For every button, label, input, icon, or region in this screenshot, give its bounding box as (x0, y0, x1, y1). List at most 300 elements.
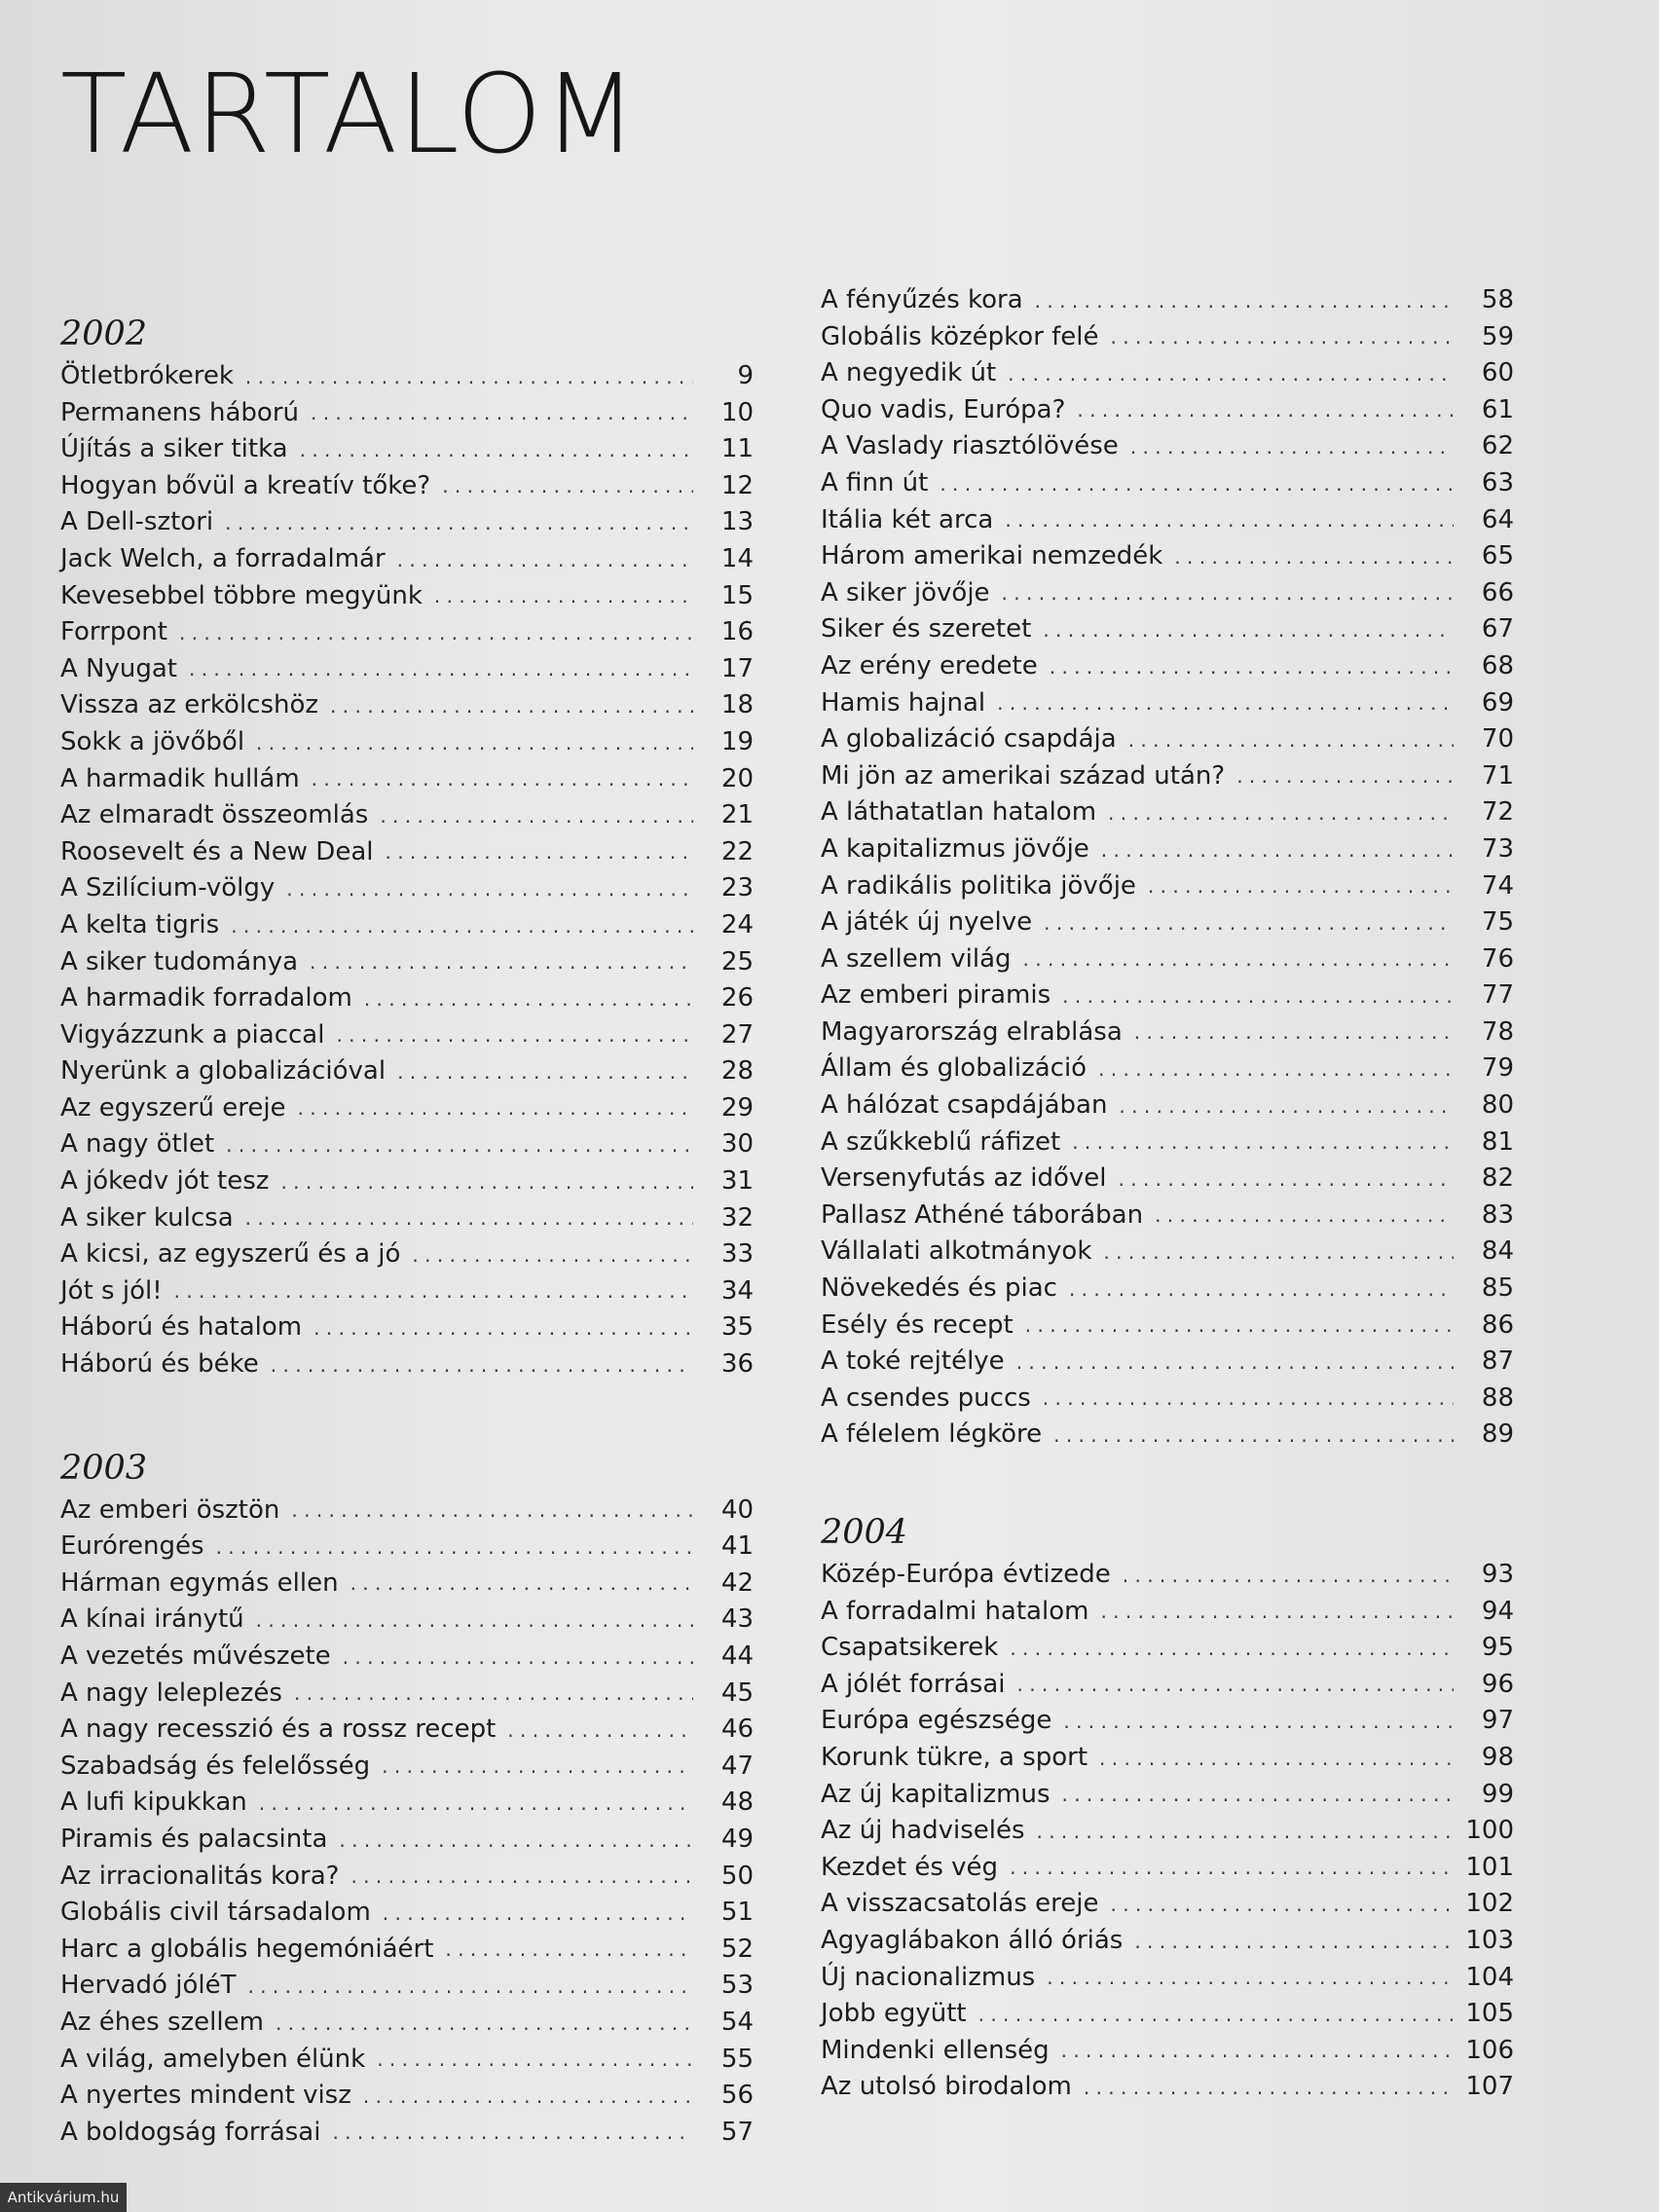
entry-title: A nagy ötlet (60, 1129, 215, 1160)
dot-leader (350, 1568, 693, 1598)
entry-page-number: 106 (1465, 2035, 1514, 2065)
entry-title: Vállalati alkotmányok (821, 1236, 1092, 1267)
dot-leader (1130, 432, 1454, 461)
entry-title: Korunk tükre, a sport (821, 1742, 1088, 1772)
entry-title: Hogyan bővül a kreatív tőke? (60, 470, 431, 500)
entry-page-number: 27 (720, 1019, 754, 1050)
dot-leader (1043, 1383, 1454, 1413)
entry-title: Pallasz Athéné táborában (821, 1199, 1144, 1230)
entry-page-number: 66 (1481, 577, 1514, 608)
section-year-heading: 2003 (60, 1448, 148, 1488)
entry-page-number: 17 (720, 653, 754, 683)
entry-title: Globális középkor felé (821, 321, 1099, 351)
entry-title: Európa egészsége (821, 1706, 1052, 1736)
dot-leader (397, 1057, 693, 1087)
entry-page-number: 104 (1465, 1962, 1514, 1992)
entry-title: Magyarország elrablása (821, 1016, 1123, 1047)
entry-title: Az új hadviselés (821, 1816, 1025, 1846)
entry-page-number: 77 (1481, 980, 1514, 1011)
toc-entry (60, 1895, 754, 1932)
entry-page-number: 13 (720, 507, 754, 537)
toc-entry (60, 1273, 754, 1310)
toc-entry (60, 870, 754, 907)
dot-leader (1050, 652, 1454, 682)
entry-title: Kezdet és vég (821, 1852, 999, 1882)
entry-title: A világ, amelyben élünk (60, 2044, 366, 2074)
entry-title: Hamis hajnal (821, 687, 986, 718)
dot-leader (1128, 725, 1454, 755)
entry-title: Globális civil társadalom (60, 1898, 371, 1928)
dot-leader (997, 688, 1454, 718)
toc-entry-list (60, 1493, 754, 2152)
entry-page-number: 100 (1465, 1816, 1514, 1846)
toc-entry (60, 1529, 754, 1566)
toc-column-right (821, 282, 1514, 2106)
entry-title: Jót s jól! (60, 1275, 163, 1306)
toc-entry (821, 575, 1514, 612)
toc-entry (821, 685, 1514, 722)
dot-leader (350, 1862, 693, 1891)
dot-leader (189, 654, 693, 683)
entry-page-number: 88 (1481, 1382, 1514, 1413)
entry-title: A kínai iránytű (60, 1604, 244, 1635)
entry-page-number: 26 (720, 983, 754, 1014)
toc-entry (60, 468, 754, 505)
toc-entry (60, 797, 754, 834)
dot-leader (507, 1715, 693, 1745)
dot-leader (343, 1642, 693, 1672)
dot-leader (380, 801, 693, 830)
dot-leader (940, 469, 1454, 498)
entry-title: A jólét forrásai (821, 1669, 1006, 1699)
entry-title: Közép-Európa évtizede (821, 1560, 1111, 1589)
entry-title: Nyerünk a globalizációval (60, 1056, 387, 1087)
entry-page-number: 56 (720, 2081, 754, 2111)
dot-leader (363, 2082, 693, 2111)
entry-title: A szellem világ (821, 943, 1012, 974)
toc-entry (821, 904, 1514, 941)
entry-page-number: 74 (1481, 870, 1514, 901)
toc-entry (60, 395, 754, 432)
entry-title: A nagy leleplezés (60, 1677, 282, 1708)
dot-leader (1098, 1054, 1454, 1084)
section-year-heading: 2004 (821, 1513, 908, 1552)
toc-entry (60, 834, 754, 871)
toc-entry (821, 977, 1514, 1014)
entry-page-number: 61 (1481, 394, 1514, 424)
entry-page-number: 51 (720, 1898, 754, 1928)
entry-title: Forrpont (60, 617, 167, 647)
dot-leader (216, 1532, 693, 1562)
toc-entry (821, 1271, 1514, 1308)
toc-entry (821, 1557, 1514, 1594)
entry-page-number: 41 (720, 1531, 754, 1562)
toc-entry (821, 1630, 1514, 1667)
toc-entry (821, 502, 1514, 539)
toc-entry (60, 724, 754, 761)
entry-title: Versenyfutás az idővel (821, 1163, 1107, 1194)
entry-title: Jobb együtt (821, 1999, 967, 2029)
dot-leader (294, 1678, 693, 1708)
toc-entry (821, 282, 1514, 319)
toc-entry (60, 2115, 754, 2152)
dot-leader (1119, 1091, 1454, 1121)
entry-title: A láthatatlan hatalom (821, 797, 1097, 828)
entry-page-number: 75 (1481, 907, 1514, 938)
toc-entry (821, 1886, 1514, 1923)
entry-page-number: 22 (720, 836, 754, 866)
entry-page-number: 85 (1481, 1273, 1514, 1304)
toc-entry (60, 614, 754, 651)
entry-page-number: 50 (720, 1861, 754, 1891)
toc-entry (821, 1740, 1514, 1777)
dot-leader (339, 1825, 693, 1855)
entry-page-number: 103 (1465, 1925, 1514, 1955)
entry-title: A nyertes mindent visz (60, 2081, 351, 2111)
toc-entry (60, 1676, 754, 1713)
toc-entry (60, 1602, 754, 1639)
dot-leader (1236, 761, 1454, 791)
dot-leader (1005, 505, 1454, 535)
toc-entry (821, 611, 1514, 648)
entry-page-number: 98 (1481, 1742, 1514, 1772)
dot-leader (310, 947, 693, 977)
entry-page-number: 78 (1481, 1016, 1514, 1047)
toc-entry (60, 651, 754, 688)
toc-entry (821, 1667, 1514, 1704)
dot-leader (1119, 1164, 1454, 1194)
entry-title: Piramis és palacsinta (60, 1824, 328, 1854)
dot-leader (280, 1167, 693, 1197)
entry-page-number: 29 (720, 1092, 754, 1123)
dot-leader (286, 874, 693, 903)
toc-entry (60, 980, 754, 1017)
dot-leader (1174, 542, 1454, 571)
dot-leader (1123, 1561, 1454, 1590)
toc-entry (821, 1308, 1514, 1345)
dot-leader (1016, 1670, 1454, 1699)
entry-page-number: 45 (720, 1677, 754, 1708)
toc-entry (821, 465, 1514, 502)
toc-entry (821, 794, 1514, 831)
toc-entry (821, 1777, 1514, 1814)
toc-entry (821, 941, 1514, 978)
entry-page-number: 23 (720, 873, 754, 903)
dot-leader (312, 764, 693, 793)
toc-entry (60, 541, 754, 578)
dot-leader (1061, 2036, 1454, 2065)
dot-leader (978, 2000, 1454, 2029)
entry-page-number: 84 (1481, 1236, 1514, 1267)
toc-entry-list (821, 1557, 1514, 2106)
entry-title: Vigyázzunk a piaccal (60, 1019, 325, 1050)
entry-title: Hárman egymás ellen (60, 1567, 339, 1598)
entry-title: Új nacionalizmus (821, 1962, 1036, 1992)
dot-leader (311, 398, 693, 427)
entry-page-number: 10 (720, 397, 754, 427)
dot-leader (336, 1020, 693, 1050)
section-spacer (821, 1454, 1514, 1508)
entry-title: A siker jövője (821, 577, 990, 608)
toc-entry (821, 1381, 1514, 1418)
dot-leader (1047, 1963, 1454, 1992)
entry-page-number: 46 (720, 1714, 754, 1745)
entry-title: A Dell-sztori (60, 507, 214, 537)
dot-leader (332, 2118, 693, 2147)
toc-entry (821, 428, 1514, 465)
toc-entry (60, 1785, 754, 1822)
toc-entry (821, 1014, 1514, 1051)
entry-title: Az erény eredete (821, 650, 1038, 681)
dot-leader (1037, 1817, 1455, 1846)
entry-page-number: 105 (1465, 1999, 1514, 2029)
entry-page-number: 57 (720, 2117, 754, 2147)
dot-leader (1100, 1597, 1454, 1626)
entry-title: Az elmaradt összeomlás (60, 800, 369, 830)
toc-entry (60, 1346, 754, 1383)
dot-leader (1111, 1890, 1454, 1919)
entry-page-number: 15 (720, 580, 754, 610)
entry-page-number: 49 (720, 1824, 754, 1854)
entry-page-number: 42 (720, 1567, 754, 1598)
toc-section-2004 (821, 1508, 1514, 2106)
toc-entry (60, 687, 754, 724)
dot-leader (382, 1751, 693, 1781)
entry-title: Ötletbrókerek (60, 361, 234, 390)
entry-page-number: 68 (1481, 650, 1514, 681)
entry-page-number: 94 (1481, 1596, 1514, 1626)
entry-page-number: 93 (1481, 1560, 1514, 1589)
toc-entry (60, 2042, 754, 2079)
toc-entry (821, 1088, 1514, 1124)
entry-page-number: 70 (1481, 724, 1514, 755)
entry-title: Az emberi ösztön (60, 1494, 280, 1525)
watermark-label: Antikvárium.hu (0, 2183, 127, 2212)
entry-title: A lufi kipukkan (60, 1788, 247, 1818)
toc-entry (821, 721, 1514, 758)
toc-entry (821, 1813, 1514, 1850)
dot-leader (1063, 1707, 1454, 1736)
dot-leader (383, 1899, 693, 1928)
dot-leader (1010, 1634, 1454, 1663)
toc-entry (60, 1126, 754, 1163)
entry-page-number: 101 (1465, 1852, 1514, 1882)
entry-title: A jókedv jót tesz (60, 1166, 270, 1197)
entry-page-number: 55 (720, 2044, 754, 2074)
toc-entry (821, 2033, 1514, 2070)
dot-leader (1062, 1780, 1455, 1809)
dot-leader (179, 618, 693, 647)
entry-title: A kelta tigris (60, 909, 220, 940)
entry-title: Állam és globalizáció (821, 1053, 1088, 1084)
dot-leader (1111, 322, 1454, 351)
toc-entry (60, 1200, 754, 1237)
toc-entry (821, 868, 1514, 905)
entry-page-number: 12 (720, 470, 754, 500)
toc-entry (821, 1996, 1514, 2033)
toc-entry (821, 1417, 1514, 1454)
entry-title: Az éhes szellem (60, 2007, 264, 2037)
toc-entry (60, 1090, 754, 1127)
dot-leader (247, 1972, 693, 2001)
dot-leader (1002, 578, 1454, 608)
entry-page-number: 62 (1481, 431, 1514, 461)
entry-page-number: 102 (1465, 1889, 1514, 1919)
entry-page-number: 21 (720, 800, 754, 830)
toc-entry (60, 944, 754, 981)
dot-leader (1101, 835, 1454, 865)
entry-page-number: 32 (720, 1202, 754, 1233)
entry-page-number: 20 (720, 763, 754, 793)
dot-leader (1099, 1744, 1454, 1773)
entry-page-number: 65 (1481, 541, 1514, 571)
entry-page-number: 18 (720, 690, 754, 720)
toc-entry (821, 1960, 1514, 1997)
entry-page-number: 11 (720, 434, 754, 464)
entry-title: Kevesebbel többre megyünk (60, 580, 423, 610)
entry-page-number: 80 (1481, 1090, 1514, 1121)
dot-leader (276, 2009, 693, 2038)
entry-page-number: 69 (1481, 687, 1514, 718)
entry-page-number: 54 (720, 2007, 754, 2037)
entry-title: A negyedik út (821, 358, 997, 388)
section-spacer (60, 1383, 754, 1444)
dot-leader (1148, 871, 1454, 901)
toc-entry (60, 1968, 754, 2005)
entry-title: Az egyszerű ereje (60, 1092, 286, 1123)
toc-entry (821, 1923, 1514, 1960)
dot-leader (442, 471, 693, 500)
entry-title: Vissza az erkölcshöz (60, 690, 319, 720)
dot-leader (1103, 1237, 1454, 1267)
entry-title: Újítás a siker titka (60, 434, 288, 464)
entry-page-number: 81 (1481, 1126, 1514, 1157)
toc-entry (60, 1493, 754, 1530)
entry-page-number: 35 (720, 1312, 754, 1343)
entry-page-number: 40 (720, 1494, 754, 1525)
dot-leader (226, 1130, 693, 1160)
entry-page-number: 59 (1481, 321, 1514, 351)
entry-page-number: 86 (1481, 1309, 1514, 1340)
dot-leader (1016, 1347, 1454, 1377)
entry-title: A Vaslady riasztólövése (821, 431, 1119, 461)
entry-title: Háború és hatalom (60, 1312, 303, 1343)
toc-entry (60, 1749, 754, 1786)
dot-leader (298, 1093, 693, 1123)
entry-title: A visszacsatolás ereje (821, 1889, 1099, 1919)
entry-title: A finn út (821, 467, 929, 498)
dot-leader (231, 911, 693, 940)
entry-title: A nagy recesszió és a rossz recept (60, 1714, 497, 1745)
entry-title: A játék új nyelve (821, 907, 1033, 938)
entry-page-number: 33 (720, 1239, 754, 1270)
entry-title: Mindenki ellenség (821, 2035, 1050, 2065)
entry-page-number: 95 (1481, 1633, 1514, 1663)
entry-page-number: 9 (737, 361, 754, 390)
toc-entry (60, 1163, 754, 1200)
toc-entry (60, 1017, 754, 1054)
toc-entry (821, 1198, 1514, 1235)
toc-entry (60, 2005, 754, 2042)
toc-entry (60, 907, 754, 944)
toc-entry (60, 358, 754, 395)
entry-title: A radikális politika jövője (821, 870, 1136, 901)
entry-page-number: 89 (1481, 1419, 1514, 1450)
dot-leader (445, 1935, 693, 1964)
section-year-heading: 2002 (60, 314, 148, 353)
toc-entry (821, 538, 1514, 575)
entry-page-number: 52 (720, 1934, 754, 1964)
entry-title: Csapatsikerek (821, 1633, 999, 1663)
entry-title: A siker tudománya (60, 946, 299, 977)
entry-title: A toké rejtélye (821, 1346, 1005, 1377)
toc-section-2003-continued (821, 282, 1514, 1454)
entry-page-number: 99 (1481, 1779, 1514, 1809)
dot-leader (1010, 1853, 1454, 1882)
dot-leader (1134, 1927, 1454, 1956)
dot-leader (225, 508, 693, 537)
entry-page-number: 30 (720, 1129, 754, 1160)
toc-entry (821, 1703, 1514, 1740)
entry-page-number: 48 (720, 1788, 754, 1818)
dot-leader (1025, 1310, 1454, 1340)
entry-page-number: 83 (1481, 1199, 1514, 1230)
entry-title: A harmadik hullám (60, 763, 300, 793)
toc-entry (821, 2069, 1514, 2106)
entry-title: A fényűzés kora (821, 285, 1023, 314)
toc-entry (821, 1344, 1514, 1381)
dot-leader (1155, 1200, 1454, 1230)
toc-entry (60, 1309, 754, 1346)
entry-page-number: 14 (720, 543, 754, 573)
dot-leader (245, 362, 693, 391)
entry-page-number: 73 (1481, 833, 1514, 864)
entry-page-number: 82 (1481, 1163, 1514, 1194)
entry-page-number: 76 (1481, 943, 1514, 974)
dot-leader (259, 1788, 693, 1818)
dot-leader (1008, 359, 1454, 388)
toc-entry (821, 1161, 1514, 1198)
dot-leader (1077, 395, 1454, 424)
toc-entry (60, 1639, 754, 1676)
entry-title: Háború és béke (60, 1349, 259, 1380)
entry-title: Az utolsó birodalom (821, 2072, 1072, 2102)
entry-page-number: 67 (1481, 614, 1514, 645)
entry-title: A kicsi, az egyszerű és a jó (60, 1239, 401, 1270)
dot-leader (1108, 798, 1454, 828)
entry-title: Permanens háború (60, 397, 299, 427)
toc-entry-list (60, 358, 754, 1383)
toc-entry-list (821, 282, 1514, 1454)
entry-page-number: 25 (720, 946, 754, 977)
toc-entry (821, 392, 1514, 429)
entry-title: Esély és recept (821, 1309, 1014, 1340)
entry-title: Harc a globális hegemóniáért (60, 1934, 434, 1964)
entry-title: Sokk a jövőből (60, 726, 245, 756)
toc-entry (821, 1594, 1514, 1631)
entry-page-number: 31 (720, 1166, 754, 1197)
toc-entry (60, 1859, 754, 1896)
toc-entry (60, 761, 754, 798)
dot-leader (434, 581, 693, 610)
dot-leader (271, 1350, 693, 1380)
toc-entry (60, 1566, 754, 1603)
entry-title: A szűkkeblű ráfizet (821, 1126, 1061, 1157)
entry-title: A hálózat csapdájában (821, 1090, 1108, 1121)
dot-leader (1053, 1420, 1454, 1450)
entry-title: Az irracionalitás kora? (60, 1861, 340, 1891)
toc-section-2003 (60, 1444, 754, 2152)
